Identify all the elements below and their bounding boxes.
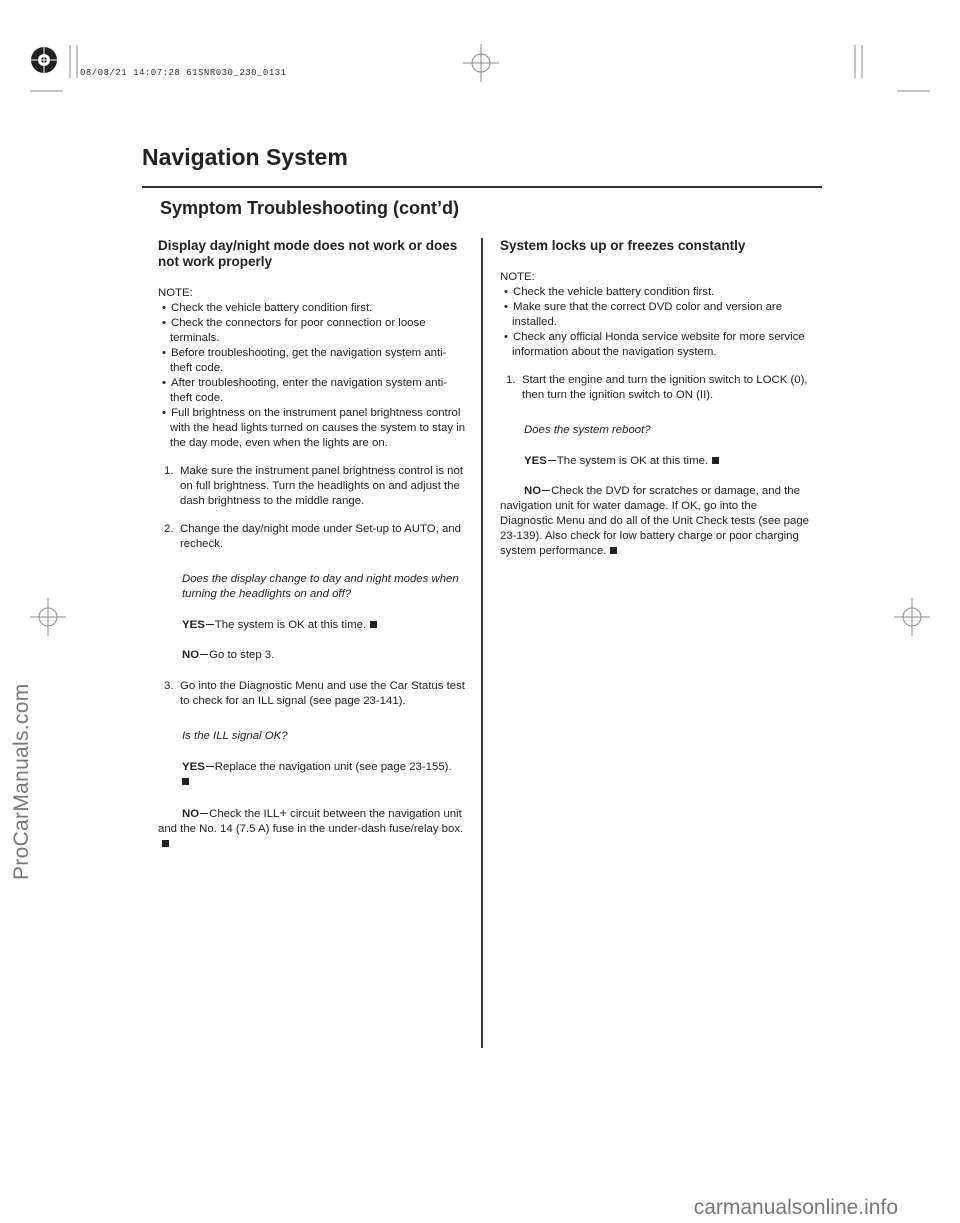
crosshair-top-center bbox=[463, 44, 499, 82]
list-item: • Make sure that the correct DVD color and version are installed. bbox=[500, 300, 810, 330]
end-mark-icon bbox=[610, 547, 617, 554]
left-heading: Display day/night mode does not work or does not work properly bbox=[158, 238, 458, 269]
left-q1-no: NO Go to step 3. bbox=[182, 649, 275, 661]
left-question-1: Does the display change to day and night modes when turning the headlights on and off? bbox=[182, 573, 459, 600]
right-heading: System locks up or freezes constantly bbox=[500, 238, 746, 253]
list-item: • Check the vehicle battery condition first. bbox=[158, 301, 468, 316]
list-item: • Full brightness on the instrument panel brightness control with the head lights turned on causes the system to stay in the day mode, even when the lights are on. bbox=[158, 406, 468, 451]
right-q1-yes: YES The system is OK at this time. bbox=[500, 454, 810, 469]
right-column bbox=[500, 238, 810, 559]
print-stamp: 08/08/21 14:07:28 61SNR030_230_0131 bbox=[80, 68, 287, 78]
left-q2-yes: YES Replace the navigation unit (see page 23-155). bbox=[158, 760, 468, 790]
list-item: • Check the vehicle battery condition first. bbox=[500, 285, 810, 300]
target-mark-top-left bbox=[26, 42, 62, 78]
end-mark-icon bbox=[712, 457, 719, 464]
left-column bbox=[158, 238, 468, 852]
crosshair-right-middle bbox=[894, 598, 930, 636]
crosshair-left-middle bbox=[30, 598, 66, 636]
right-notes bbox=[500, 285, 810, 360]
end-mark-icon bbox=[370, 621, 377, 628]
right-note-label: NOTE: bbox=[500, 271, 535, 283]
title-rule bbox=[142, 186, 822, 188]
left-q2-no: NO Check the ILL+ circuit between the navigation unit and the No. 14 (7.5 A) fuse in the under-dash fuse/relay box. bbox=[158, 805, 468, 852]
left-question-2: Is the ILL signal OK? bbox=[182, 730, 288, 742]
end-mark-icon bbox=[182, 778, 189, 785]
list-item: • Before troubleshooting, get the navigation system anti-theft code. bbox=[158, 346, 468, 376]
left-step-2: 2. Change the day/night mode under Set-up to AUTO, and recheck. bbox=[164, 523, 461, 550]
list-item: • After troubleshooting, enter the navigation system anti-theft code. bbox=[158, 376, 468, 406]
page-title: Navigation System bbox=[142, 144, 348, 170]
left-notes bbox=[158, 301, 468, 451]
right-q1-no: NO Check the DVD for scratches or damage, and the navigation unit for water damage. If OK, go into the Diagnostic Menu and do all of the Unit Check tests (see page 23-139). Also check for low battery charge or poor charging system performance. bbox=[500, 485, 809, 557]
right-question-1: Does the system reboot? bbox=[524, 424, 651, 436]
end-mark-icon bbox=[162, 840, 169, 847]
section-title: Symptom Troubleshooting (cont’d) bbox=[160, 198, 459, 218]
side-watermark: ProCarManuals.com bbox=[10, 683, 33, 880]
column-divider bbox=[481, 238, 483, 1048]
bottom-watermark: carmanualsonline.info bbox=[693, 1196, 898, 1219]
left-q1-yes: YES The system is OK at this time. bbox=[158, 618, 468, 633]
right-step-1: 1. Start the engine and turn the ignition switch to LOCK (0), then turn the ignition switch to ON (II). bbox=[506, 374, 808, 401]
list-item: • Check any official Honda service website for more service information about the navigation system. bbox=[500, 330, 810, 360]
left-step-3: 3. Go into the Diagnostic Menu and use the Car Status test to check for an ILL signal (see page 23-141). bbox=[164, 680, 465, 707]
left-step-1: 1. Make sure the instrument panel brightness control is not on full brightness. Turn the headlights on and adjust the dash brightness to the middle range. bbox=[164, 465, 464, 507]
list-item: • Check the connectors for poor connection or loose terminals. bbox=[158, 316, 468, 346]
left-note-label: NOTE: bbox=[158, 287, 193, 299]
